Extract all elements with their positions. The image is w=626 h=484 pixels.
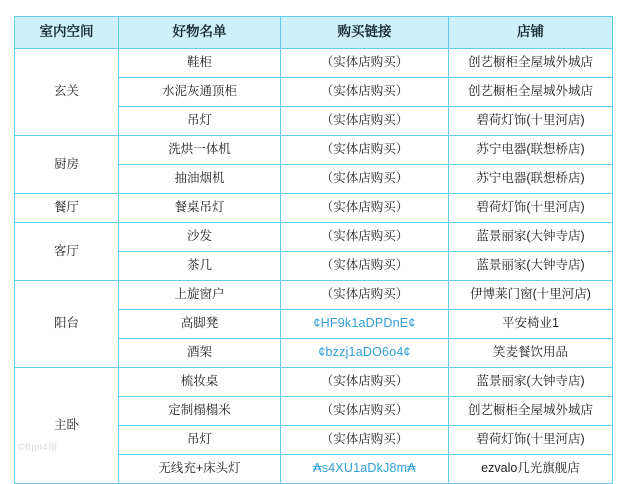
- store-cell: 蓝景丽家(大钟寺店): [449, 223, 613, 252]
- store-cell: 伊博莱门窗(十里河店): [449, 281, 613, 310]
- link-cell: [281, 397, 449, 426]
- item-cell: 沙发: [119, 223, 281, 252]
- table-row: [15, 281, 613, 310]
- item-cell: 鞋柜: [119, 49, 281, 78]
- link-cell: [281, 136, 449, 165]
- column-header-item: 好物名单: [119, 17, 281, 49]
- offline-purchase-label: （实体店购买）: [320, 200, 409, 215]
- store-cell: 创艺橱柜全屋城外城店: [449, 397, 613, 426]
- item-cell: 梳妆桌: [119, 368, 281, 397]
- store-cell: 碧荷灯饰(十里河店): [449, 107, 613, 136]
- item-cell: 酒架: [119, 339, 281, 368]
- table-header: [15, 17, 613, 49]
- store-cell: 碧荷灯饰(十里河店): [449, 426, 613, 455]
- item-cell: 无线充+床头灯: [119, 455, 281, 484]
- link-cell: [281, 107, 449, 136]
- table-row: [15, 136, 613, 165]
- offline-purchase-label: （实体店购买）: [320, 287, 409, 302]
- link-cell: [281, 223, 449, 252]
- item-cell: 上旋窗户: [119, 281, 281, 310]
- header-row: [15, 17, 613, 49]
- purchase-code: ¢bzzj1aDO6o4¢: [318, 345, 411, 360]
- offline-purchase-label: （实体店购买）: [320, 113, 409, 128]
- store-cell: 笑麦餐饮用品: [449, 339, 613, 368]
- column-header-store: 店铺: [449, 17, 613, 49]
- store-cell: ezvalo几光旗舰店: [449, 455, 613, 484]
- room-cell: 玄关: [15, 49, 119, 136]
- purchase-code: ₳s4XU1aDkJ8m₳: [313, 461, 416, 476]
- store-cell: 蓝景丽家(大钟寺店): [449, 252, 613, 281]
- column-header-room: 室内空间: [15, 17, 119, 49]
- room-cell: 阳台: [15, 281, 119, 368]
- store-cell: 苏宁电器(联想桥店): [449, 136, 613, 165]
- column-header-link: 购买链接: [281, 17, 449, 49]
- table-row: [15, 223, 613, 252]
- store-cell: 苏宁电器(联想桥店): [449, 165, 613, 194]
- offline-purchase-label: （实体店购买）: [320, 403, 409, 418]
- link-cell: [281, 368, 449, 397]
- item-cell: 吊灯: [119, 426, 281, 455]
- item-cell: 吊灯: [119, 107, 281, 136]
- link-cell[interactable]: [281, 339, 449, 368]
- purchase-code: ¢HF9k1aDPDnE¢: [313, 316, 416, 331]
- room-cell: 客厅: [15, 223, 119, 281]
- store-cell: 碧荷灯饰(十里河店): [449, 194, 613, 223]
- link-cell: [281, 78, 449, 107]
- watermark: ©Bjpt4图: [18, 442, 58, 452]
- link-cell: [281, 252, 449, 281]
- offline-purchase-label: （实体店购买）: [320, 142, 409, 157]
- item-cell: 定制榻榻米: [119, 397, 281, 426]
- link-cell: [281, 194, 449, 223]
- item-cell: 洗烘一体机: [119, 136, 281, 165]
- store-cell: 平安椅业1: [449, 310, 613, 339]
- item-cell: 茶几: [119, 252, 281, 281]
- item-cell: 高脚凳: [119, 310, 281, 339]
- table-body: [15, 49, 613, 484]
- room-cell: 餐厅: [15, 194, 119, 223]
- offline-purchase-label: （实体店购买）: [320, 258, 409, 273]
- room-cell: 主卧: [15, 368, 119, 484]
- store-cell: 创艺橱柜全屋城外城店: [449, 49, 613, 78]
- offline-purchase-label: （实体店购买）: [320, 229, 409, 244]
- table-row: [15, 49, 613, 78]
- store-cell: 创艺橱柜全屋城外城店: [449, 78, 613, 107]
- link-cell: [281, 281, 449, 310]
- store-cell: 蓝景丽家(大钟寺店): [449, 368, 613, 397]
- goods-table: [14, 16, 613, 484]
- offline-purchase-label: （实体店购买）: [320, 84, 409, 99]
- room-cell: 厨房: [15, 136, 119, 194]
- link-cell: [281, 426, 449, 455]
- table-row: [15, 194, 613, 223]
- offline-purchase-label: （实体店购买）: [320, 374, 409, 389]
- link-cell[interactable]: [281, 310, 449, 339]
- offline-purchase-label: （实体店购买）: [320, 171, 409, 186]
- table-row: [15, 368, 613, 397]
- item-cell: 抽油烟机: [119, 165, 281, 194]
- offline-purchase-label: （实体店购买）: [320, 55, 409, 70]
- item-cell: 水泥灰通顶柜: [119, 78, 281, 107]
- offline-purchase-label: （实体店购买）: [320, 432, 409, 447]
- link-cell: [281, 49, 449, 78]
- item-cell: 餐桌吊灯: [119, 194, 281, 223]
- link-cell: [281, 165, 449, 194]
